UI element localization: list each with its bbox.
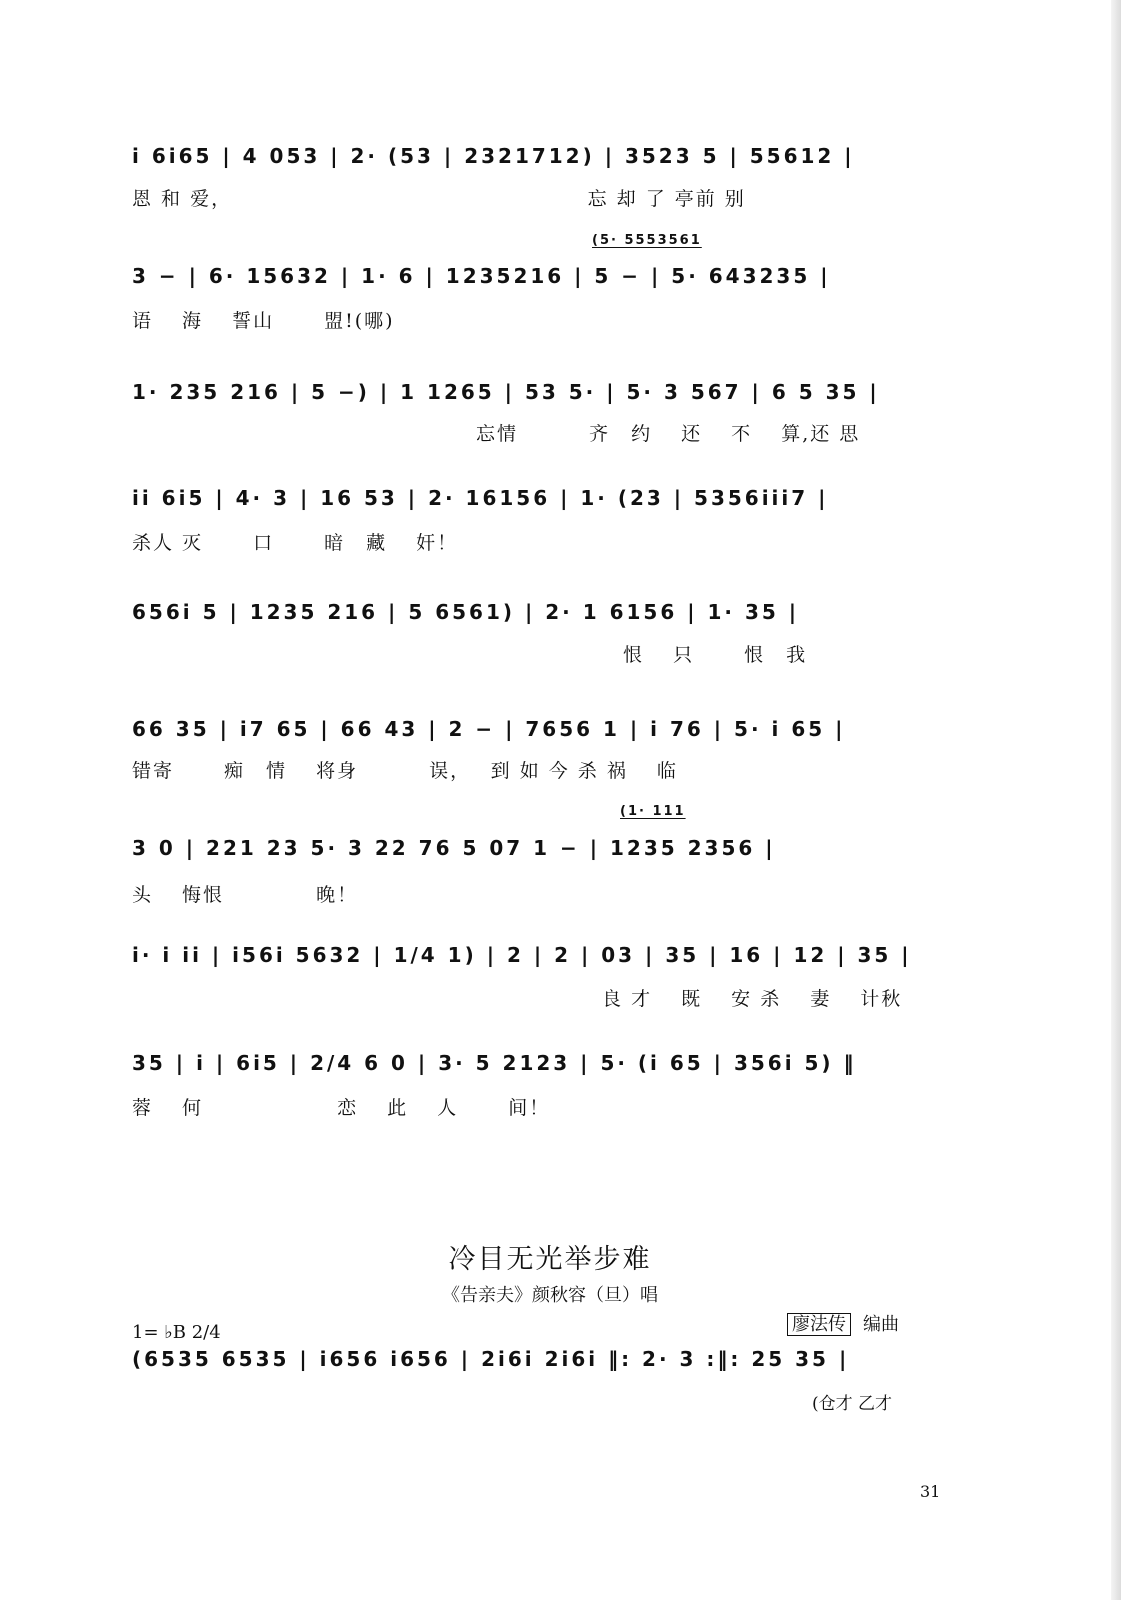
notation-line-9: 35 | i | 6i5 | 2/4 6 0 | 3· 5 2123 | 5· (i 65 | 356i 5) ‖ — [132, 1051, 857, 1075]
lyrics-line-7: 头 悔恨 晚！ — [132, 884, 359, 906]
notation-line-7: 3 0 | 221 23 5· 3 22 76 5 07 1 − | 1235 2356 | — [132, 836, 776, 860]
composer-role: 编曲 — [863, 1314, 899, 1335]
notation-line-8: i· i ii | i56i 5632 | 1/4 1) | 2 | 2 | 03 | 35 | 16 | 12 | 35 | — [132, 943, 912, 967]
composer-credit — [787, 1310, 899, 1336]
lyrics-line-1: 恩 和 爱， 忘 却 了 亭前 别 — [132, 188, 746, 210]
notation-line-3: 1· 235 216 | 5 −) | 1 1265 | 53 5· | 5· 3 567 | 6 5 35 | — [132, 380, 880, 404]
notation-line-6: 66 35 | i7 65 | 66 43 | 2 − | 7656 1 | i 76 | 5· i 65 | — [132, 717, 846, 741]
notation-line-5: 656i 5 | 1235 216 | 5 6561) | 2· 1 6156 | 1· 35 | — [132, 600, 800, 624]
notation-line-4: ii 6i5 | 4· 3 | 16 53 | 2· 16156 | 1· (23 | 5356iii7 | — [132, 486, 829, 510]
lyrics-line-5: 恨 只 恨 我 — [132, 644, 808, 666]
percussion-cue: (仓才 乙才 — [812, 1394, 893, 1414]
lyrics-line-9: 蓉 何 恋 此 人 间！ — [132, 1097, 551, 1119]
notation-line-1: i 6i65 | 4 053 | 2· (53 | 2321712) | 3523 5 | 55612 | — [132, 144, 855, 168]
page-edge-shadow — [1111, 0, 1121, 1600]
section-subtitle: 《告亲夫》颜秋容（旦）唱 — [442, 1285, 658, 1306]
lyrics-line-8: 良 才 既 安 杀 妻 计秋 — [132, 988, 903, 1010]
lyrics-line-2: 语 海 誓山 盟!(哪) — [132, 310, 395, 332]
intro-notation-line: (6535 6535 | i656 i656 | 2i6i 2i6i ‖: 2· 3 :‖: 25 35 | — [132, 1347, 850, 1371]
lyrics-line-4: 杀人 灭 口 暗 藏 奸！ — [132, 532, 459, 554]
section-title: 冷目无光举步难 — [448, 1244, 652, 1275]
key-signature: 1= ♭B 2/4 — [132, 1322, 221, 1343]
pickup-notes-line-7: (1· 111 — [620, 804, 686, 819]
composer-name: 廖法传 — [787, 1313, 851, 1336]
notation-line-2: 3 − | 6· 15632 | 1· 6 | 1235216 | 5 − | 5· 643235 | — [132, 264, 831, 288]
pickup-notes-line-2: (5· 5553561 — [592, 233, 702, 248]
lyrics-line-6: 错寄 痴 情 将身 误， 到 如 今 杀 祸 临 — [132, 760, 678, 782]
page-number: 31 — [920, 1482, 941, 1501]
lyrics-line-3: 忘情 齐 约 还 不 算,还 思 — [132, 423, 861, 445]
